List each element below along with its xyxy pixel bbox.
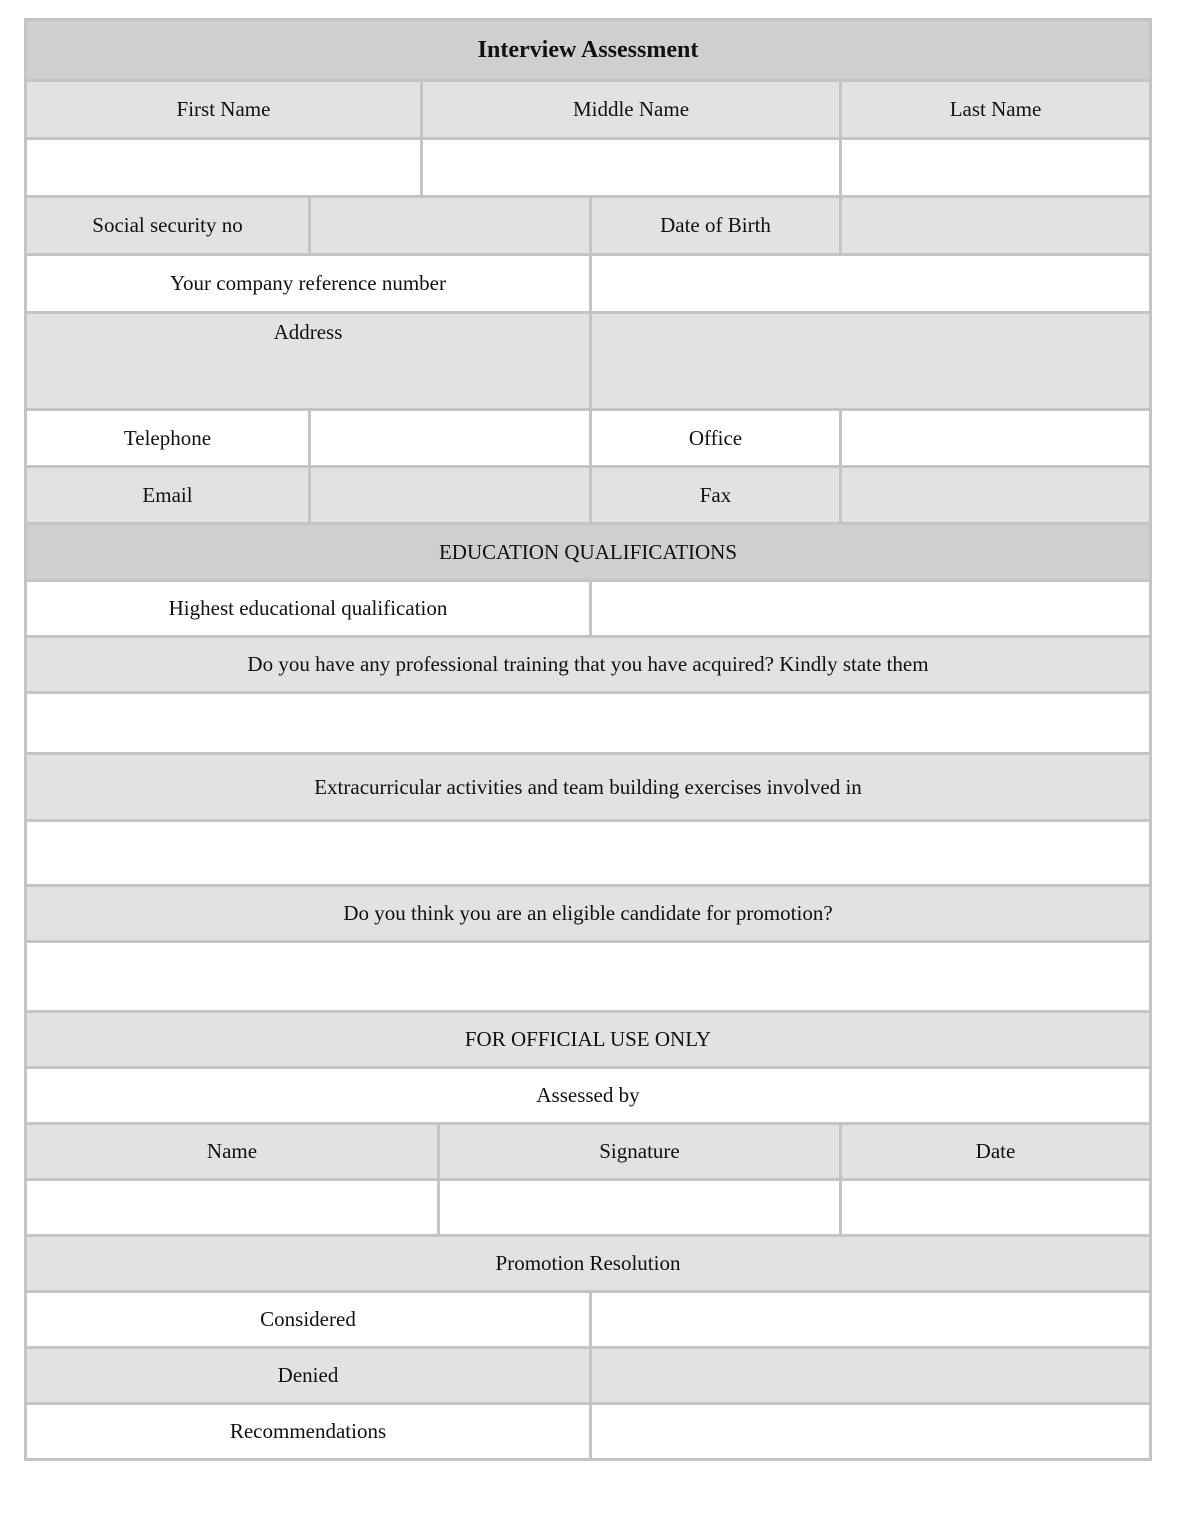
last-name-field[interactable]: [839, 140, 1149, 195]
address-row: [27, 311, 1149, 408]
recommendations-label: Recommendations: [27, 1405, 589, 1458]
extracurricular-question-row: [27, 752, 1149, 819]
assessed-by-label: Assessed by: [27, 1069, 1149, 1122]
company-ref-field[interactable]: [589, 256, 1149, 311]
office-field[interactable]: [839, 411, 1149, 465]
training-question: Do you have any professional training that you have acquired? Kindly state them: [27, 638, 1149, 691]
considered-label: Considered: [27, 1293, 589, 1346]
name-input-row: [27, 137, 1149, 195]
company-ref-label: Your company reference number: [27, 256, 589, 311]
middle-name-label: Middle Name: [420, 82, 839, 137]
dob-field[interactable]: [839, 198, 1149, 253]
extracurricular-question: Extracurricular activities and team building exercises involved in: [27, 755, 1149, 819]
fax-field[interactable]: [839, 468, 1149, 522]
promotion-answer-field[interactable]: [27, 943, 1149, 1010]
assessor-signature-field[interactable]: [437, 1181, 839, 1234]
first-name-field[interactable]: [27, 140, 420, 195]
assessor-signature-label: Signature: [437, 1125, 839, 1178]
dob-label: Date of Birth: [589, 198, 839, 253]
considered-field[interactable]: [589, 1293, 1149, 1346]
telephone-label: Telephone: [27, 411, 308, 465]
recommendations-row: [27, 1402, 1149, 1458]
email-label: Email: [27, 468, 308, 522]
promotion-answer-row: [27, 940, 1149, 1010]
interview-assessment-form: [24, 18, 1152, 1461]
name-header-row: [27, 79, 1149, 137]
assessor-input-row: [27, 1178, 1149, 1234]
qualification-row: [27, 579, 1149, 635]
email-fax-row: [27, 465, 1149, 522]
training-question-row: [27, 635, 1149, 691]
assessor-name-label: Name: [27, 1125, 437, 1178]
considered-row: [27, 1290, 1149, 1346]
education-header-row: [27, 522, 1149, 579]
resolution-header-row: [27, 1234, 1149, 1290]
company-ref-row: [27, 253, 1149, 311]
denied-row: [27, 1346, 1149, 1402]
training-answer-row: [27, 691, 1149, 752]
training-answer-field[interactable]: [27, 694, 1149, 752]
telephone-field[interactable]: [308, 411, 589, 465]
last-name-label: Last Name: [839, 82, 1149, 137]
ssn-field[interactable]: [308, 198, 589, 253]
address-field[interactable]: [589, 314, 1149, 408]
recommendations-field[interactable]: [589, 1405, 1149, 1458]
highest-qualification-label: Highest educational qualification: [27, 582, 589, 635]
telephone-office-row: [27, 408, 1149, 465]
assessor-header-row: [27, 1122, 1149, 1178]
middle-name-field[interactable]: [420, 140, 839, 195]
assessor-name-field[interactable]: [27, 1181, 437, 1234]
email-field[interactable]: [308, 468, 589, 522]
assessor-date-label: Date: [839, 1125, 1149, 1178]
extracurricular-answer-row: [27, 819, 1149, 884]
official-header-row: [27, 1010, 1149, 1066]
official-use-header: FOR OFFICIAL USE ONLY: [27, 1013, 1149, 1066]
office-label: Office: [589, 411, 839, 465]
first-name-label: First Name: [27, 82, 420, 137]
title-row: [27, 21, 1149, 79]
extracurricular-answer-field[interactable]: [27, 822, 1149, 884]
denied-label: Denied: [27, 1349, 589, 1402]
denied-field[interactable]: [589, 1349, 1149, 1402]
education-header: EDUCATION QUALIFICATIONS: [27, 525, 1149, 579]
address-label: Address: [27, 314, 589, 408]
promotion-resolution-header: Promotion Resolution: [27, 1237, 1149, 1290]
promotion-question-row: [27, 884, 1149, 940]
ssn-dob-row: [27, 195, 1149, 253]
form-title: Interview Assessment: [27, 21, 1149, 79]
fax-label: Fax: [589, 468, 839, 522]
ssn-label: Social security no: [27, 198, 308, 253]
promotion-question: Do you think you are an eligible candidate for promotion?: [27, 887, 1149, 940]
highest-qualification-field[interactable]: [589, 582, 1149, 635]
assessed-by-row: [27, 1066, 1149, 1122]
assessor-date-field[interactable]: [839, 1181, 1149, 1234]
